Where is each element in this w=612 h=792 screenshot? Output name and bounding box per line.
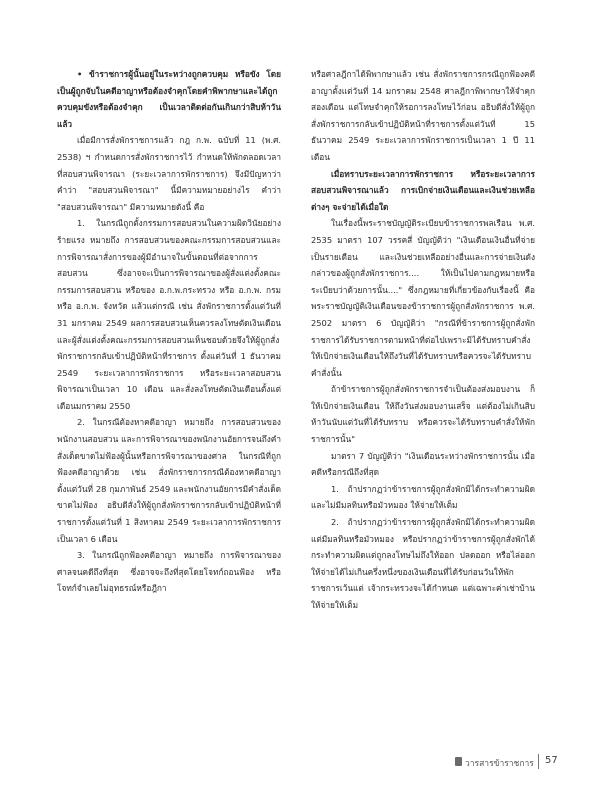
paragraph-section-7-item-1: 1. ถ้าปรากฏว่าข้าราชการผู้ถูกสั่งพักมิได้กระทำความผิด และไม่มีมลทินหรือมัวหมอง ให้จ่ายให้เต็ม	[311, 483, 535, 511]
footer-divider	[538, 754, 539, 769]
paragraph-civil-service-act: ในเรื่องนี้พระราชบัญญัติระเบียบข้าราชการพลเรือน พ.ศ. 2535 มาตรา 107 วรรคสี่ บัญญัติว่า "เงินเดือนเงินอื่นที่จ่ายเป็นรายเดือน และเงินช่วยเหลืออย่างอื่นและการจ่ายเงินดังกล่าวของผู้ถูกสั่งพักราชการ.... ให้เป็นไปตามกฎหมายหรือระเบียบว่าด้วยการนั้น...." ซึ่งกฎหมายที่เกี่ยวข้องกับเรื่องนี้ คือ พระราชบัญญัติเงินเดือนของข้าราชการผู้ถูกสั่งพักราชการ พ.ศ. 2502 มาตรา 6 บัญญัติว่า "กรณีที่ข้าราชการผู้ถูกสั่งพักราชการได้รับราชการตามหน้าที่ต่อไปเพราะมิได้รับทราบคำสั่ง ให้เบิกจ่ายเงินเดือนให้ถึงวันที่ได้รับทราบหรือควรจะได้รับทราบคำสั่งนั้น	[311, 218, 535, 378]
right-column	[311, 66, 535, 614]
paragraph-suspension-period: เมื่อมีการสั่งพักราชการแล้ว กฎ ก.พ. ฉบับที่ 11 (พ.ศ. 2538) ฯ กำหนดการสั่งพักราชการไว้ กำหนดให้พักตลอดเวลาที่สอบสวนพิจารณา (ระยะเวลาการพักราชการ) จึงมีปัญหาว่าคำว่า "สอบสวนพิจารณา" นี้มีความหมายอย่างไร คำว่า "สอบสวนพิจารณา" มีความหมายดังนี้ คือ	[57, 135, 281, 212]
magazine-title: วารสารข้าราชการ	[465, 759, 534, 769]
paragraph-case-criminal-prosecution: 3. ในกรณีถูกฟ้องคดีอาญา หมายถึง การพิจารณาของศาลจนคดีถึงที่สุด ซึ่งอาจจะถึงที่สุดโดยโจทก์ถอนฟ้อง หรือโจทก์จำเลยไม่อุทธรณ์หรือฎีกา	[57, 550, 281, 594]
paragraph-supreme-court-example: หรือศาลฎีกาได้พิพากษาแล้ว เช่น สั่งพักราชการกรณีถูกฟ้องคดีอาญาตั้งแต่วันที่ 14 มกราคม 2548 ศาลฎีกาพิพากษาให้จำคุกสองเดือน แต่โทษจำคุกให้รอการลงโทษไว้ก่อน อธิบดีสั่งให้ผู้ถูกสั่งพักราชการกลับเข้าปฏิบัติหน้าที่ราชการตั้งแต่วันที่ 15 ธันวาคม 2549 ระยะเวลาการพักราชการเป็นเวลา 1 ปี 11 เดือน	[311, 69, 535, 162]
magazine-logo-icon	[455, 757, 462, 766]
page-number: 57	[545, 755, 558, 766]
paragraph-section-7-item-2: 2. ถ้าปรากฏว่าข้าราชการผู้ถูกสั่งพักมิได้กระทำความผิดแต่มีมลทินหรือมัวหมอง หรือปรากฏว่าข้าราชการผู้ถูกสั่งพักได้กระทำความผิดแต่ถูกลงโทษไม่ถึงให้ออก ปลดออก หรือไล่ออกให้จ่ายได้ไม่เกินครึ่งหนึ่งของเงินเดือนที่ได้รับก่อนวันให้พักราชการเว้นแต่ เจ้ากระทรวงจะได้กำหนด แต่เฉพาะค่าเช่าบ้านให้จ่ายให้เต็ม	[311, 517, 535, 610]
paragraph-section-7: มาตรา 7 บัญญัติว่า "เงินเดือนระหว่างพักราชการนั้น เมื่อคดีหรือกรณีถึงที่สุด	[311, 450, 535, 478]
paragraph-salary-question: เมื่อทราบระยะเวลาการพักราชการ หรือระยะเวลาการสอบสวนพิจารณาแล้ว การเบิกจ่ายเงินเดือนและเงินช่วยเหลือต่างๆ จะจ่ายได้เมื่อใด	[311, 168, 535, 212]
paragraph-handover: ถ้าข้าราชการผู้ถูกสั่งพักราชการจำเป็นต้องส่งมอบงาน ก็ให้เบิกจ่ายเงินเดือน ให้ถึงวันส่งมอบงานเสร็จ แต่ต้องไม่เกินสิบห้าวันนับแต่วันที่ได้รับทราบ หรือควรจะได้รับทราบคำสั่งให้พักราชการนั้น"	[311, 384, 535, 445]
page-footer	[0, 752, 612, 772]
paragraph-case-disciplinary: 1. ในกรณีถูกตั้งกรรมการสอบสวนในความผิดวินัยอย่างร้ายแรง หมายถึง การสอบสวนของคณะกรรมการสอบสวนและการพิจารณาสั่งการของผู้มีอำนาจในขั้นตอนที่ต่อจากการสอบสวน ซึ่งอาจจะเป็นการพิจารณาของผู้สั่งแต่งตั้งคณะกรรมการสอบสวน หรือของ อ.ก.พ.กระทรวง หรือ อ.ก.พ. กรม หรือ อ.ก.พ. จังหวัด แล้วแต่กรณี เช่น สั่งพักราชการตั้งแต่วันที่ 31 มกราคม 2549 ผลการสอบสวนเห็นควรลงโทษตัดเงินเดือนและผู้สั่งแต่งตั้งคณะกรรมการสอบสวนเห็นชอบด้วยจึงให้ผู้ถูกสั่งพักราชการกลับเข้าปฏิบัติหน้าที่ราชการ ตั้งแต่วันที่ 1 ธันวาคม 2549 ระยะเวลาการพักราชการ หรือระยะเวลาสอบสวนพิจารณาเป็นเวลา 10 เดือน และสั่งลงโทษตัดเงินเดือนตั้งแต่เดือนมกราคม 2550	[57, 218, 281, 411]
paragraph-case-criminal-charge: 2. ในกรณีต้องหาคดีอาญา หมายถึง การสอบสวนของพนักงานสอบสวน และการพิจารณาของพนักงานอัยการจนถึงคำสั่งเด็ดขาดไม่ฟ้องผู้นั้นหรือการพิจารณาของศาล ในกรณีที่ถูกฟ้องคดีอาญาด้วย เช่น สั่งพักราชการกรณีต้องหาคดีอาญาตั้งแต่วันที่ 28 กุมภาพันธ์ 2549 และพนักงานอัยการมีคำสั่งเด็ดขาดไม่ฟ้อง อธิบดีสั่งให้ผู้ถูกสั่งพักราชการกลับเข้าปฏิบัติหน้าที่ราชการตั้งแต่วันที่ 1 สิงหาคม 2549 ระยะเวลาการพักราชการเป็นเวลา 6 เดือน	[57, 417, 281, 544]
left-column	[57, 66, 281, 597]
paragraph-suspension-condition: • ข้าราชการผู้นั้นอยู่ในระหว่างถูกควบคุม หรือขัง โดยเป็นผู้ถูกจับในคดีอาญาหรือต้องจำคุกโดยคำพิพากษาและได้ถูกควบคุมขังหรือต้องจำคุก เป็นเวลาติดต่อกันเกินกว่าสิบห้าวันแล้ว	[57, 69, 281, 129]
